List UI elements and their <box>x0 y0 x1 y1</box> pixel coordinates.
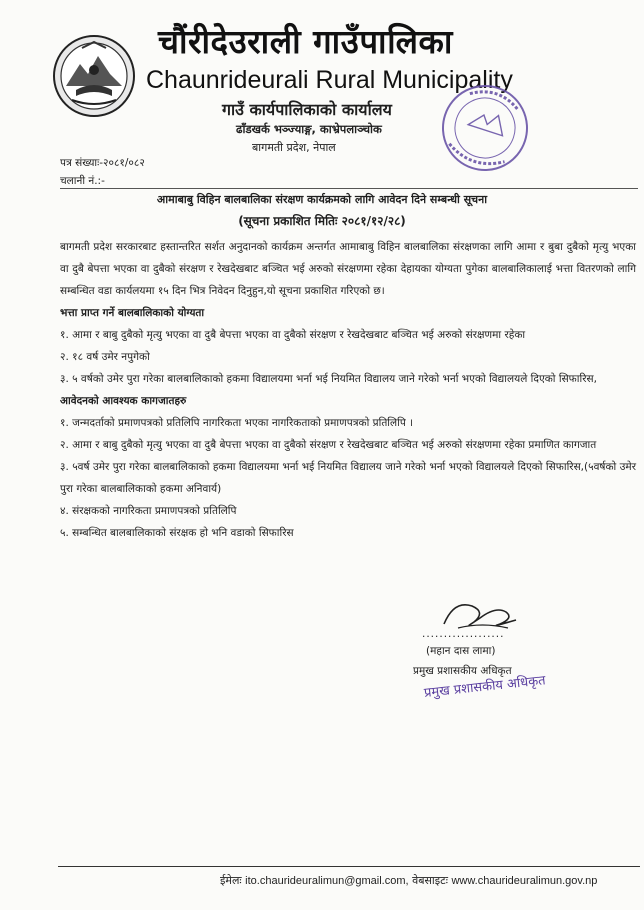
website-link[interactable]: www.chaurideuralimun.gov.np <box>451 875 598 887</box>
document-item: ५. सम्बन्धित बालबालिकाको संरक्षक हो भनि वडाको सिफारिस <box>60 527 294 539</box>
document-item: २. आमा र बाबु दुबैको मृत्यु भएका वा दुबै बेपत्ता भएका वा दुबैको संरक्षण र रेखदेखबाट बञ्चित भई अरुको संरक्षणमा रहेका प्रमाणित कागजात <box>60 439 597 451</box>
address-line-1: ढाँडखर्क भञ्ज्याङ्ग, काभ्रेपलाञ्चोक <box>236 122 382 136</box>
nepal-emblem-icon <box>52 34 136 118</box>
municipality-title-english: Chaunrideurali Rural Municipality <box>146 66 513 94</box>
footer-divider <box>58 866 640 867</box>
footer-contact <box>220 873 597 888</box>
signatory-name: (महान दास लामा) <box>426 645 496 657</box>
letter-number: पत्र संख्याः-२०८१/०८२ <box>60 157 145 169</box>
document-item: ३. ५वर्ष उमेर पुरा गरेका बालबालिकाको हकमा विद्यालयमा भर्ना भई नियमित विद्यालय जाने गरेको भर्ना भएको विद्यालयले दिएको सिफारिस,(५वर्षको उमेर पुरा गरेका बालबालिकाको हकमा अनिवार्य) <box>60 461 636 495</box>
notice-body <box>60 236 636 544</box>
header-divider <box>60 188 638 189</box>
dispatch-number: चलानी नं.:- <box>60 175 105 187</box>
email-label: ईमेलः <box>220 875 242 887</box>
address-line-2: बागमती प्रदेश, नेपाल <box>252 141 336 154</box>
document-item: १. जन्मदर्ताको प्रमाणपत्रको प्रतिलिपि नागरिकता भएका नागरिकताको प्रमाणपत्रको प्रतिलिपि । <box>60 417 414 429</box>
documents-heading: आवेदनको आवश्यक कागजातहरु <box>60 395 187 407</box>
eligibility-item: २. १८ वर्ष उमेर नपुगेको <box>60 351 150 363</box>
notice-title: आमाबाबु विहिन बालबालिका संरक्षण कार्यक्रमको लागि आवेदन दिने सम्बन्धी सूचना <box>156 193 488 206</box>
eligibility-item: १. आमा र बाबु दुबैको मृत्यु भएका वा दुबै बेपत्ता भएका वा दुबैको संरक्षण र रेखदेखबाट बञ्चित भई अरुको संरक्षणमा रहेका <box>60 329 526 341</box>
notice-date: (सूचना प्रकाशित मितिः २०८१/१२/२८) <box>238 214 406 228</box>
eligibility-heading: भत्ता प्राप्त गर्ने बालबालिकाको योग्यता <box>60 307 205 319</box>
eligibility-item: ३. ५ वर्षको उमेर पुरा गरेका बालबालिकाको हकमा विद्यालयमा भर्ना भई नियमित विद्यालय जाने गरेको भर्ना भएको विद्यालयले दिएको सिफारिस, <box>60 373 597 385</box>
signatory-title: प्रमुख प्रशासकीय अधिकृत <box>413 665 512 677</box>
website-label: वेबसाइटः <box>412 875 448 887</box>
office-seal-icon <box>420 78 550 178</box>
municipality-title-nepali: चौंरीदेउराली गाउँपालिका <box>158 22 453 61</box>
document-item: ४. संरक्षकको नागरिकता प्रमाणपत्रको प्रतिलिपि <box>60 505 237 517</box>
designation-stamp: प्रमुख प्रशासकीय अधिकृत <box>423 673 547 701</box>
email-link[interactable]: ito.chaurideuralimun@gmail.com, <box>245 875 409 887</box>
office-name: गाउँ कार्यपालिकाको कार्यालय <box>222 100 392 119</box>
intro-paragraph: बागमती प्रदेश सरकारबाट हस्तान्तरित सर्शत अनुदानको कार्यक्रम अन्तर्गत आमाबाबु विहिन बालबालिका संरक्षणका लागि आमा र बुबा दुबैको मृत्यु भएका वा दुबै बेपत्ता भएका वा दुबैको संरक्षण र रेखदेखबाट बञ्चित भई अरुको संरक्षणमा रहेका देहायका योग्यता पुगेका बालबालिकालाई भत्ता वितरणको लागि सम्बन्धित वडा कार्यलयमा १५ दिन भित्र निवेदन दिनुहुन,यो सूचना प्रकाशित गरिएको छ। <box>60 241 636 297</box>
signature-line: ................... <box>422 628 505 640</box>
